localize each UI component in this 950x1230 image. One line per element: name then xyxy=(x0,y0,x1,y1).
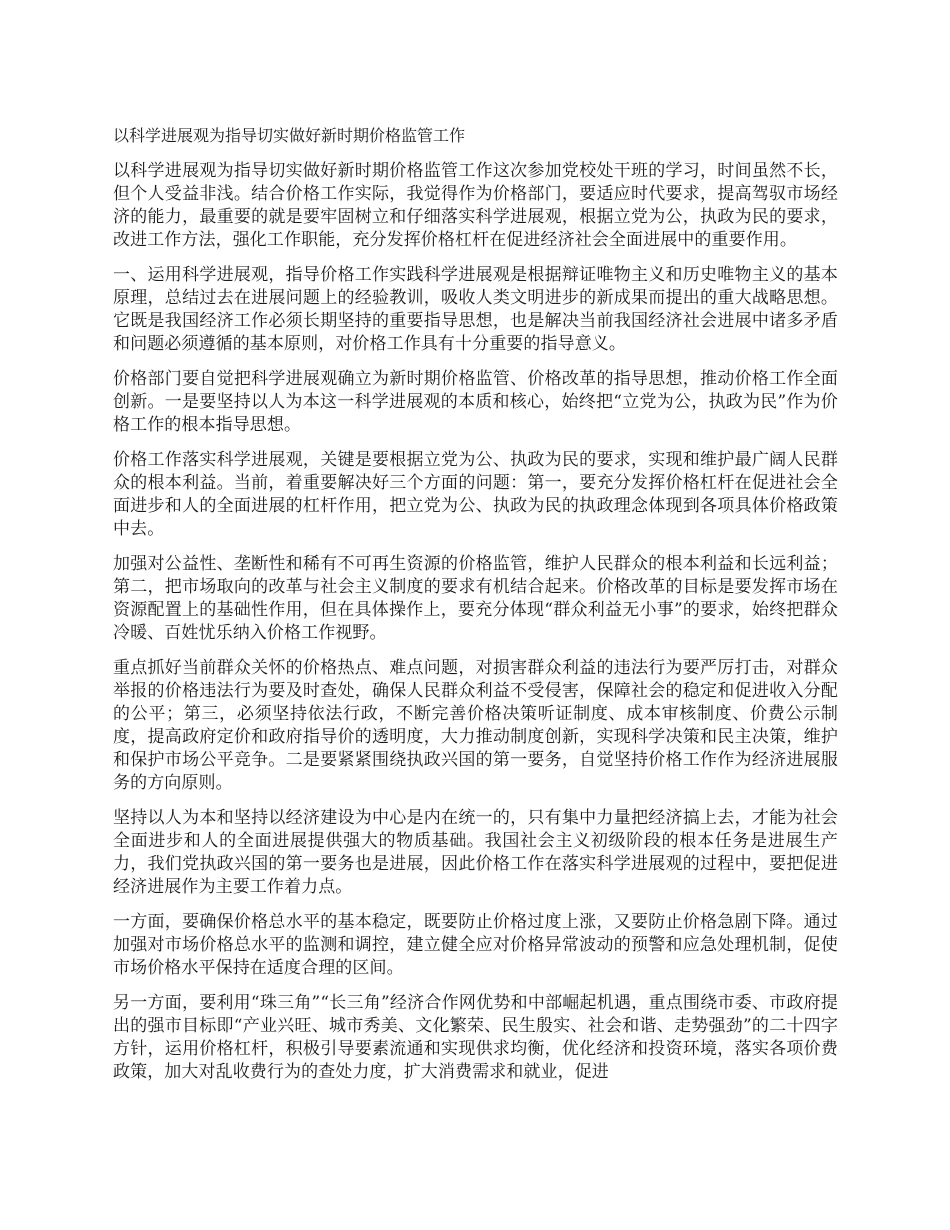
document-page xyxy=(113,124,838,1096)
paragraph-intro: 以科学进展观为指导切实做好新时期价格监管工作这次参加党校处干班的学习，时间虽然不长，但个人受益非浅。结合价格工作实际，我觉得作为价格部门，要适应时代要求，提高驾驭市场经济的能力，最重要的就是要牢固树立和仔细落实科学进展观，根据立党为公，执政为民的要求，改进工作方法，强化工作职能，充分发挥价格杠杆在促进经济社会全面进展中的重要作用。 xyxy=(113,161,838,250)
paragraph-economic-construction: 坚持以人为本和坚持以经济建设为中心是内在统一的，只有集中力量把经济搞上去，才能为社会全面进步和人的全面进展提供强大的物质基础。我国社会主义初级阶段的根本任务是进展生产力，我们党执政兴国的第一要务也是进展，因此价格工作在落实科学进展观的过程中，要把促进经济进展作为主要工作着力点。 xyxy=(113,808,838,897)
paragraph-regional-cooperation: 另一方面，要利用“珠三角”“长三角”经济合作网优势和中部崛起机遇，重点围绕市委、市政府提出的强市目标即“产业兴旺、城市秀美、文化繁荣、民生殷实、社会和谐、走势强劲”的二十四字方针，运用价格杠杆，积极引导要素流通和实现供求均衡，优化经济和投资环境，落实各项价费政策，加大对乱收费行为的查处力度，扩大消费需求和就业，促进 xyxy=(113,993,838,1082)
document-title: 以科学进展观为指导切实做好新时期价格监管工作 xyxy=(113,126,466,145)
paragraph-section-one: 一、运用科学进展观，指导价格工作实践科学进展观是根据辩证唯物主义和历史唯物主义的基本原理，总结过去在进展问题上的经验教训，吸收人类文明进步的新成果而提出的重大战略思想。它既是我国经济工作必须长期坚持的重要指导思想，也是解决当前我国经济社会进展中诸多矛盾和问题必须遵循的基本原则，对价格工作具有十分重要的指导意义。 xyxy=(113,265,838,354)
paragraph-people-interest: 价格工作落实科学进展观，关键是要根据立党为公、执政为民的要求，实现和维护最广阔人民群众的根本利益。当前，着重要解决好三个方面的问题：第一，要充分发挥价格杠杆在促进社会全面进步和人的全面进展的杠杆作用，把立党为公、执政为民的执政理念体现到各项具体价格政策中去。 xyxy=(113,450,838,539)
paragraph-price-supervision: 加强对公益性、垄断性和稀有不可再生资源的价格监管，维护人民群众的根本利益和长远利益；第二，把市场取向的改革与社会主义制度的要求有机结合起来。价格改革的目标是要发挥市场在资源配置上的基础性作用，但在具体操作上，要充分体现“群众利益无小事”的要求，始终把群众冷暖、百姓忧乐纳入价格工作视野。 xyxy=(113,554,838,643)
paragraph-price-stability: 一方面，要确保价格总水平的基本稳定，既要防止价格过度上涨，又要防止价格急剧下降。通过加强对市场价格总水平的监测和调控，建立健全应对价格异常波动的预警和应急处理机制，促使市场价格水平保持在适度合理的区间。 xyxy=(113,912,838,978)
paragraph-hot-issues: 重点抓好当前群众关怀的价格热点、难点问题，对损害群众利益的违法行为要严厉打击，对群众举报的价格违法行为要及时查处，确保人民群众利益不受侵害，保障社会的稳定和促进收入分配的公平；第三，必须坚持依法行政，不断完善价格决策听证制度、成本审核制度、价费公示制度，提高政府定价和政府指导价的透明度，大力推动制度创新，实现科学决策和民主决策，维护和保护市场公平竞争。二是要紧紧围绕执政兴国的第一要务，自觉坚持价格工作作为经济进展服务的方向原则。 xyxy=(113,658,838,793)
paragraph-guiding-thought: 价格部门要自觉把科学进展观确立为新时期价格监管、价格改革的指导思想，推动价格工作全面创新。一是要坚持以人为本这一科学进展观的本质和核心，始终把“立党为公，执政为民”作为价格工作的根本指导思想。 xyxy=(113,369,838,435)
